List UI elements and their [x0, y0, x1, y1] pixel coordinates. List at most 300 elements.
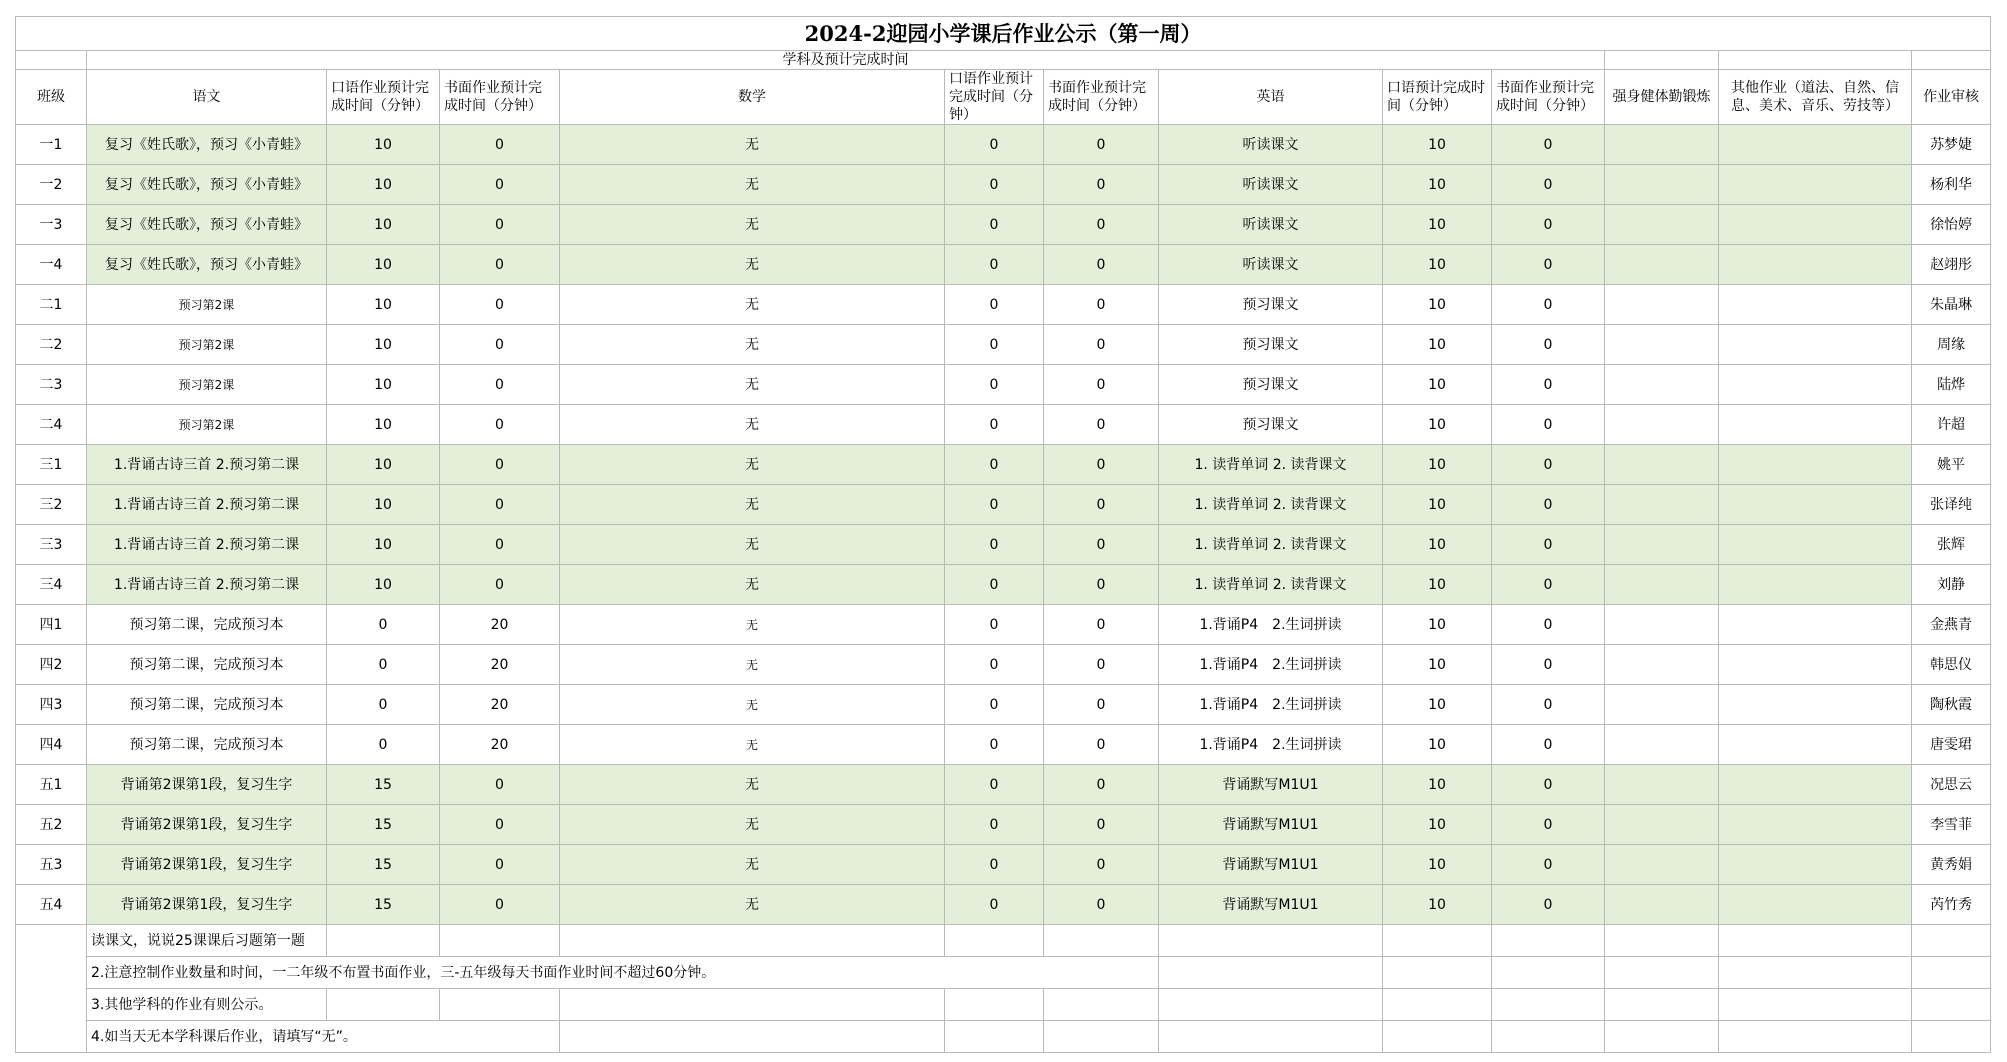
cell-english-oral-time[interactable]: 10 — [1383, 405, 1492, 445]
cell-other[interactable] — [1719, 725, 1912, 765]
note-text[interactable]: 读课文，说说25课课后习题第一题 — [87, 925, 327, 957]
cell-other[interactable] — [1719, 765, 1912, 805]
cell-chinese-written-time[interactable]: 0 — [440, 485, 560, 525]
cell-pe[interactable] — [1605, 645, 1719, 685]
cell-chinese-oral-time[interactable]: 10 — [327, 405, 440, 445]
cell-reviewer[interactable]: 徐怡婷 — [1912, 205, 1991, 245]
cell-pe[interactable] — [1605, 565, 1719, 605]
cell-math[interactable]: 无 — [560, 245, 945, 285]
cell-other[interactable] — [1719, 165, 1912, 205]
cell-english-oral-time[interactable]: 10 — [1383, 885, 1492, 925]
cell-english[interactable]: 背诵默写M1U1 — [1159, 765, 1383, 805]
sheet-title[interactable]: 2024-2迎园小学课后作业公示（第一周） — [16, 17, 1991, 51]
cell-reviewer[interactable]: 黄秀娟 — [1912, 845, 1991, 885]
cell-english-written-time[interactable]: 0 — [1492, 165, 1605, 205]
cell-class[interactable]: 二4 — [16, 405, 87, 445]
cell-math-written-time[interactable]: 0 — [1044, 765, 1159, 805]
cell-chinese-oral-time[interactable]: 0 — [327, 605, 440, 645]
cell-math-oral-time[interactable]: 0 — [945, 365, 1044, 405]
cell-chinese-oral-time[interactable]: 10 — [327, 485, 440, 525]
cell-other[interactable] — [1719, 285, 1912, 325]
cell-english-oral-time[interactable]: 10 — [1383, 245, 1492, 285]
cell-chinese[interactable]: 1.背诵古诗三首 2.预习第二课 — [87, 525, 327, 565]
cell-english-written-time[interactable]: 0 — [1492, 685, 1605, 725]
empty-cell[interactable] — [1719, 989, 1912, 1021]
header-pe[interactable]: 强身健体勤锻炼 — [1605, 70, 1719, 125]
cell-reviewer[interactable]: 张译纯 — [1912, 485, 1991, 525]
cell-reviewer[interactable]: 许超 — [1912, 405, 1991, 445]
cell-chinese-oral-time[interactable]: 10 — [327, 125, 440, 165]
cell-chinese[interactable]: 预习第二课，完成预习本 — [87, 725, 327, 765]
cell-class[interactable]: 三4 — [16, 565, 87, 605]
cell-english[interactable]: 背诵默写M1U1 — [1159, 845, 1383, 885]
cell-reviewer[interactable]: 张辉 — [1912, 525, 1991, 565]
cell-other[interactable] — [1719, 125, 1912, 165]
cell-english-oral-time[interactable]: 10 — [1383, 205, 1492, 245]
cell-other[interactable] — [1719, 485, 1912, 525]
cell-math[interactable]: 无 — [560, 285, 945, 325]
empty-cell[interactable] — [327, 989, 440, 1021]
cell-math-oral-time[interactable]: 0 — [945, 285, 1044, 325]
empty-cell[interactable] — [1159, 957, 1383, 989]
cell-chinese-oral-time[interactable]: 10 — [327, 445, 440, 485]
cell-math-oral-time[interactable]: 0 — [945, 125, 1044, 165]
cell-chinese[interactable]: 背诵第2课第1段，复习生字 — [87, 845, 327, 885]
cell-other[interactable] — [1719, 885, 1912, 925]
cell-math-written-time[interactable]: 0 — [1044, 245, 1159, 285]
cell-english-written-time[interactable]: 0 — [1492, 485, 1605, 525]
cell-reviewer[interactable]: 杨利华 — [1912, 165, 1991, 205]
cell-chinese-written-time[interactable]: 20 — [440, 685, 560, 725]
cell-english-written-time[interactable]: 0 — [1492, 445, 1605, 485]
empty-cell[interactable] — [1912, 1021, 1991, 1053]
cell-english[interactable]: 听读课文 — [1159, 165, 1383, 205]
header-class[interactable]: 班级 — [16, 70, 87, 125]
cell-english-written-time[interactable]: 0 — [1492, 285, 1605, 325]
cell-math-written-time[interactable]: 0 — [1044, 325, 1159, 365]
cell-chinese-written-time[interactable]: 0 — [440, 405, 560, 445]
cell-english-written-time[interactable]: 0 — [1492, 645, 1605, 685]
cell-math[interactable]: 无 — [560, 125, 945, 165]
header-english[interactable]: 英语 — [1159, 70, 1383, 125]
cell-math-oral-time[interactable]: 0 — [945, 725, 1044, 765]
cell-chinese-oral-time[interactable]: 10 — [327, 245, 440, 285]
cell-chinese-oral-time[interactable]: 0 — [327, 645, 440, 685]
cell-class[interactable]: 二3 — [16, 365, 87, 405]
cell-math-written-time[interactable]: 0 — [1044, 125, 1159, 165]
cell-pe[interactable] — [1605, 485, 1719, 525]
cell-class[interactable]: 五1 — [16, 765, 87, 805]
cell-chinese[interactable]: 背诵第2课第1段，复习生字 — [87, 805, 327, 845]
cell-other[interactable] — [1719, 245, 1912, 285]
empty-cell[interactable] — [1719, 1021, 1912, 1053]
cell-chinese-oral-time[interactable]: 10 — [327, 525, 440, 565]
cell-chinese-written-time[interactable]: 0 — [440, 205, 560, 245]
empty-cell[interactable] — [1044, 989, 1159, 1021]
cell-chinese[interactable]: 复习《姓氏歌》，预习《小青蛙》 — [87, 125, 327, 165]
cell-class[interactable]: 二1 — [16, 285, 87, 325]
cell-reviewer[interactable]: 朱晶琳 — [1912, 285, 1991, 325]
cell-pe[interactable] — [1605, 725, 1719, 765]
cell-other[interactable] — [1719, 805, 1912, 845]
cell-english-written-time[interactable]: 0 — [1492, 805, 1605, 845]
header-oral-time-2[interactable]: 口语作业预计完成时间（分钟） — [945, 70, 1044, 125]
cell-math-oral-time[interactable]: 0 — [945, 765, 1044, 805]
cell-class[interactable]: 一3 — [16, 205, 87, 245]
empty-cell[interactable] — [1912, 925, 1991, 957]
header-written-time-2[interactable]: 书面作业预计完成时间（分钟） — [1044, 70, 1159, 125]
cell-math-written-time[interactable]: 0 — [1044, 645, 1159, 685]
cell-other[interactable] — [1719, 325, 1912, 365]
cell-math-written-time[interactable]: 0 — [1044, 685, 1159, 725]
cell-chinese[interactable]: 预习第2课 — [87, 285, 327, 325]
empty-cell[interactable] — [945, 925, 1044, 957]
empty-cell[interactable] — [1912, 989, 1991, 1021]
cell-chinese-oral-time[interactable]: 0 — [327, 685, 440, 725]
empty-cell[interactable] — [560, 1021, 945, 1053]
cell-english-written-time[interactable]: 0 — [1492, 845, 1605, 885]
cell-chinese[interactable]: 预习第二课，完成预习本 — [87, 645, 327, 685]
empty-cell[interactable] — [560, 925, 945, 957]
cell-math-written-time[interactable]: 0 — [1044, 165, 1159, 205]
cell-math[interactable]: 无 — [560, 445, 945, 485]
cell-class[interactable]: 四3 — [16, 685, 87, 725]
cell-english-oral-time[interactable]: 10 — [1383, 525, 1492, 565]
cell-reviewer[interactable]: 陆烨 — [1912, 365, 1991, 405]
cell-math[interactable]: 无 — [560, 805, 945, 845]
empty-cell[interactable] — [1492, 1021, 1605, 1053]
cell-chinese-oral-time[interactable]: 15 — [327, 805, 440, 845]
cell-chinese-written-time[interactable]: 0 — [440, 765, 560, 805]
cell-english[interactable]: 1.背诵P4 2.生词拼读 — [1159, 645, 1383, 685]
cell-math[interactable]: 无 — [560, 165, 945, 205]
cell-chinese[interactable]: 背诵第2课第1段，复习生字 — [87, 885, 327, 925]
cell-math[interactable]: 无 — [560, 525, 945, 565]
cell-math-written-time[interactable]: 0 — [1044, 285, 1159, 325]
cell-reviewer[interactable]: 苏梦婕 — [1912, 125, 1991, 165]
cell-math-written-time[interactable]: 0 — [1044, 405, 1159, 445]
cell-class[interactable]: 四4 — [16, 725, 87, 765]
cell-class[interactable]: 五4 — [16, 885, 87, 925]
cell-english-oral-time[interactable]: 10 — [1383, 645, 1492, 685]
empty-cell[interactable] — [1044, 1021, 1159, 1053]
cell-english[interactable]: 听读课文 — [1159, 205, 1383, 245]
empty-cell[interactable] — [1044, 925, 1159, 957]
empty-cell[interactable] — [1159, 925, 1383, 957]
cell-class[interactable]: 五2 — [16, 805, 87, 845]
cell-class[interactable]: 一4 — [16, 245, 87, 285]
cell-math-written-time[interactable]: 0 — [1044, 845, 1159, 885]
empty-cell[interactable] — [1383, 925, 1492, 957]
cell-english-written-time[interactable]: 0 — [1492, 565, 1605, 605]
header-reviewer[interactable]: 作业审核 — [1912, 70, 1991, 125]
cell-math-oral-time[interactable]: 0 — [945, 405, 1044, 445]
cell-other[interactable] — [1719, 405, 1912, 445]
cell-other[interactable] — [1719, 685, 1912, 725]
empty-cell[interactable] — [945, 989, 1044, 1021]
cell-english[interactable]: 预习课文 — [1159, 285, 1383, 325]
cell-chinese-oral-time[interactable]: 0 — [327, 725, 440, 765]
cell-english-written-time[interactable]: 0 — [1492, 605, 1605, 645]
cell-math[interactable]: 无 — [560, 405, 945, 445]
cell-pe[interactable] — [1605, 445, 1719, 485]
cell-english-oral-time[interactable]: 10 — [1383, 605, 1492, 645]
cell-english-written-time[interactable]: 0 — [1492, 245, 1605, 285]
empty-cell[interactable] — [1912, 957, 1991, 989]
cell-class[interactable]: 二2 — [16, 325, 87, 365]
empty-cell[interactable] — [1605, 925, 1719, 957]
header-oral-time-1[interactable]: 口语作业预计完成时间（分钟） — [327, 70, 440, 125]
cell-math-oral-time[interactable]: 0 — [945, 485, 1044, 525]
cell-english[interactable]: 预习课文 — [1159, 405, 1383, 445]
cell-class[interactable]: 三2 — [16, 485, 87, 525]
cell-math-oral-time[interactable]: 0 — [945, 245, 1044, 285]
cell-chinese-oral-time[interactable]: 10 — [327, 205, 440, 245]
cell-math-written-time[interactable]: 0 — [1044, 565, 1159, 605]
empty-cell[interactable] — [1492, 925, 1605, 957]
cell-math[interactable]: 无 — [560, 725, 945, 765]
cell-math[interactable]: 无 — [560, 645, 945, 685]
cell-other[interactable] — [1719, 365, 1912, 405]
header-oral-time-3[interactable]: 口语预计完成时间（分钟） — [1383, 70, 1492, 125]
cell-chinese[interactable]: 预习第2课 — [87, 365, 327, 405]
header-math[interactable]: 数学 — [560, 70, 945, 125]
cell-english-written-time[interactable]: 0 — [1492, 765, 1605, 805]
header-written-time-1[interactable]: 书面作业预计完成时间（分钟） — [440, 70, 560, 125]
header-chinese[interactable]: 语文 — [87, 70, 327, 125]
cell-english[interactable]: 1. 读背单词 2. 读背课文 — [1159, 525, 1383, 565]
cell-chinese-oral-time[interactable]: 15 — [327, 765, 440, 805]
header-other[interactable]: 其他作业（道法、自然、信息、美术、音乐、劳技等） — [1719, 70, 1912, 125]
cell-english-oral-time[interactable]: 10 — [1383, 805, 1492, 845]
cell-math-oral-time[interactable]: 0 — [945, 445, 1044, 485]
sheet-subtitle[interactable]: 学科及预计完成时间 — [87, 51, 1605, 70]
cell-english-oral-time[interactable]: 10 — [1383, 485, 1492, 525]
empty-cell[interactable] — [1383, 957, 1492, 989]
empty-cell[interactable] — [1159, 1021, 1383, 1053]
cell-reviewer[interactable]: 陶秋霞 — [1912, 685, 1991, 725]
cell-other[interactable] — [1719, 645, 1912, 685]
empty-cell[interactable] — [1719, 925, 1912, 957]
cell-english[interactable]: 1.背诵P4 2.生词拼读 — [1159, 685, 1383, 725]
cell-english-oral-time[interactable]: 10 — [1383, 565, 1492, 605]
cell-math-oral-time[interactable]: 0 — [945, 605, 1044, 645]
cell-reviewer[interactable]: 韩思仪 — [1912, 645, 1991, 685]
cell-english[interactable]: 1.背诵P4 2.生词拼读 — [1159, 605, 1383, 645]
cell-chinese-written-time[interactable]: 0 — [440, 565, 560, 605]
cell-english-written-time[interactable]: 0 — [1492, 525, 1605, 565]
cell-english-oral-time[interactable]: 10 — [1383, 165, 1492, 205]
cell-math-oral-time[interactable]: 0 — [945, 165, 1044, 205]
cell-math-oral-time[interactable]: 0 — [945, 685, 1044, 725]
cell-chinese-oral-time[interactable]: 10 — [327, 285, 440, 325]
empty-cell[interactable] — [560, 989, 945, 1021]
cell-chinese-written-time[interactable]: 0 — [440, 245, 560, 285]
cell-reviewer[interactable]: 金燕青 — [1912, 605, 1991, 645]
cell-reviewer[interactable]: 唐雯珺 — [1912, 725, 1991, 765]
cell-math[interactable]: 无 — [560, 325, 945, 365]
cell-english[interactable]: 背诵默写M1U1 — [1159, 805, 1383, 845]
cell-pe[interactable] — [1605, 125, 1719, 165]
empty-cell[interactable] — [1605, 989, 1719, 1021]
cell-pe[interactable] — [1605, 365, 1719, 405]
cell-reviewer[interactable]: 刘静 — [1912, 565, 1991, 605]
cell-chinese-oral-time[interactable]: 10 — [327, 565, 440, 605]
cell-english[interactable]: 1. 读背单词 2. 读背课文 — [1159, 565, 1383, 605]
cell-english[interactable]: 预习课文 — [1159, 365, 1383, 405]
cell-math[interactable]: 无 — [560, 485, 945, 525]
cell-chinese-oral-time[interactable]: 10 — [327, 165, 440, 205]
cell-english-oral-time[interactable]: 10 — [1383, 325, 1492, 365]
cell-english[interactable]: 背诵默写M1U1 — [1159, 885, 1383, 925]
empty-cell[interactable] — [1383, 1021, 1492, 1053]
cell-pe[interactable] — [1605, 845, 1719, 885]
cell-reviewer[interactable]: 赵翊彤 — [1912, 245, 1991, 285]
cell-english-written-time[interactable]: 0 — [1492, 365, 1605, 405]
cell-math-oral-time[interactable]: 0 — [945, 885, 1044, 925]
cell-math[interactable]: 无 — [560, 205, 945, 245]
cell-chinese[interactable]: 复习《姓氏歌》，预习《小青蛙》 — [87, 245, 327, 285]
cell-english[interactable]: 预习课文 — [1159, 325, 1383, 365]
cell-reviewer[interactable]: 芮竹秀 — [1912, 885, 1991, 925]
cell-math-written-time[interactable]: 0 — [1044, 725, 1159, 765]
cell-reviewer[interactable]: 李雪菲 — [1912, 805, 1991, 845]
cell-class[interactable]: 四2 — [16, 645, 87, 685]
cell-math-oral-time[interactable]: 0 — [945, 645, 1044, 685]
cell-class[interactable]: 五3 — [16, 845, 87, 885]
note-text[interactable]: 4.如当天无本学科课后作业，请填写“无”。 — [87, 1021, 560, 1053]
cell-chinese-written-time[interactable]: 0 — [440, 805, 560, 845]
cell-chinese[interactable]: 1.背诵古诗三首 2.预习第二课 — [87, 445, 327, 485]
cell-chinese-oral-time[interactable]: 10 — [327, 325, 440, 365]
header-written-time-3[interactable]: 书面作业预计完成时间（分钟） — [1492, 70, 1605, 125]
notes-label-cell[interactable] — [16, 925, 87, 1053]
cell-chinese[interactable]: 复习《姓氏歌》，预习《小青蛙》 — [87, 165, 327, 205]
cell-math-oral-time[interactable]: 0 — [945, 845, 1044, 885]
cell-math[interactable]: 无 — [560, 685, 945, 725]
cell-english-oral-time[interactable]: 10 — [1383, 125, 1492, 165]
cell-math-written-time[interactable]: 0 — [1044, 885, 1159, 925]
cell-english[interactable]: 1. 读背单词 2. 读背课文 — [1159, 485, 1383, 525]
cell-english-oral-time[interactable]: 10 — [1383, 725, 1492, 765]
cell-math-oral-time[interactable]: 0 — [945, 805, 1044, 845]
cell-math-written-time[interactable]: 0 — [1044, 525, 1159, 565]
cell-other[interactable] — [1719, 605, 1912, 645]
cell-pe[interactable] — [1605, 805, 1719, 845]
cell-english-written-time[interactable]: 0 — [1492, 885, 1605, 925]
cell-english[interactable]: 听读课文 — [1159, 245, 1383, 285]
empty-cell[interactable] — [1605, 1021, 1719, 1053]
cell-math-written-time[interactable]: 0 — [1044, 805, 1159, 845]
cell-chinese-written-time[interactable]: 20 — [440, 605, 560, 645]
cell-math[interactable]: 无 — [560, 365, 945, 405]
cell-pe[interactable] — [1605, 325, 1719, 365]
cell-english-oral-time[interactable]: 10 — [1383, 285, 1492, 325]
cell-class[interactable]: 一2 — [16, 165, 87, 205]
cell-other[interactable] — [1719, 205, 1912, 245]
cell-english-oral-time[interactable]: 10 — [1383, 765, 1492, 805]
cell-math-oral-time[interactable]: 0 — [945, 565, 1044, 605]
cell-chinese-written-time[interactable]: 20 — [440, 725, 560, 765]
empty-cell[interactable] — [1159, 989, 1383, 1021]
cell-chinese[interactable]: 预习第二课，完成预习本 — [87, 605, 327, 645]
cell-pe[interactable] — [1605, 765, 1719, 805]
cell-reviewer[interactable]: 况思云 — [1912, 765, 1991, 805]
cell-english[interactable]: 1.背诵P4 2.生词拼读 — [1159, 725, 1383, 765]
cell-chinese[interactable]: 背诵第2课第1段，复习生字 — [87, 765, 327, 805]
cell-english-written-time[interactable]: 0 — [1492, 325, 1605, 365]
cell-math-written-time[interactable]: 0 — [1044, 605, 1159, 645]
cell-english[interactable]: 1. 读背单词 2. 读背课文 — [1159, 445, 1383, 485]
cell-class[interactable]: 一1 — [16, 125, 87, 165]
cell-chinese-written-time[interactable]: 0 — [440, 125, 560, 165]
cell-chinese-written-time[interactable]: 0 — [440, 165, 560, 205]
note-text[interactable]: 2.注意控制作业数量和时间，一二年级不布置书面作业，三-五年级每天书面作业时间不超过60分钟。 — [87, 957, 1159, 989]
cell-pe[interactable] — [1605, 205, 1719, 245]
cell-chinese[interactable]: 1.背诵古诗三首 2.预习第二课 — [87, 485, 327, 525]
cell-english-written-time[interactable]: 0 — [1492, 725, 1605, 765]
empty-cell[interactable] — [1383, 989, 1492, 1021]
cell-pe[interactable] — [1605, 165, 1719, 205]
cell-chinese-written-time[interactable]: 0 — [440, 445, 560, 485]
cell-pe[interactable] — [1605, 685, 1719, 725]
cell-english-oral-time[interactable]: 10 — [1383, 845, 1492, 885]
cell-math-oral-time[interactable]: 0 — [945, 325, 1044, 365]
cell-chinese-written-time[interactable]: 0 — [440, 525, 560, 565]
cell-pe[interactable] — [1605, 885, 1719, 925]
cell-pe[interactable] — [1605, 245, 1719, 285]
cell-english-written-time[interactable]: 0 — [1492, 125, 1605, 165]
cell-english-oral-time[interactable]: 10 — [1383, 445, 1492, 485]
cell-math-written-time[interactable]: 0 — [1044, 445, 1159, 485]
cell-english-written-time[interactable]: 0 — [1492, 205, 1605, 245]
empty-cell[interactable] — [327, 925, 440, 957]
cell-pe[interactable] — [1605, 285, 1719, 325]
cell-chinese-written-time[interactable]: 0 — [440, 845, 560, 885]
cell-math[interactable]: 无 — [560, 845, 945, 885]
cell-english-written-time[interactable]: 0 — [1492, 405, 1605, 445]
cell-chinese-oral-time[interactable]: 15 — [327, 885, 440, 925]
cell-chinese-written-time[interactable]: 0 — [440, 365, 560, 405]
cell-chinese-written-time[interactable]: 20 — [440, 645, 560, 685]
cell-other[interactable] — [1719, 445, 1912, 485]
empty-cell[interactable] — [1492, 989, 1605, 1021]
empty-cell[interactable] — [440, 989, 560, 1021]
empty-cell[interactable] — [1719, 957, 1912, 989]
cell-math[interactable]: 无 — [560, 605, 945, 645]
cell-class[interactable]: 四1 — [16, 605, 87, 645]
cell-english[interactable]: 听读课文 — [1159, 125, 1383, 165]
cell-pe[interactable] — [1605, 405, 1719, 445]
cell-class[interactable]: 三1 — [16, 445, 87, 485]
cell-reviewer[interactable]: 姚平 — [1912, 445, 1991, 485]
empty-cell[interactable] — [1605, 957, 1719, 989]
cell-chinese-written-time[interactable]: 0 — [440, 885, 560, 925]
empty-cell[interactable] — [1492, 957, 1605, 989]
cell-math[interactable]: 无 — [560, 565, 945, 605]
cell-chinese[interactable]: 预习第二课，完成预习本 — [87, 685, 327, 725]
cell-math-written-time[interactable]: 0 — [1044, 365, 1159, 405]
cell-pe[interactable] — [1605, 605, 1719, 645]
cell-math[interactable]: 无 — [560, 885, 945, 925]
cell-chinese-oral-time[interactable]: 10 — [327, 365, 440, 405]
cell-other[interactable] — [1719, 525, 1912, 565]
cell-chinese[interactable]: 复习《姓氏歌》，预习《小青蛙》 — [87, 205, 327, 245]
cell-math-written-time[interactable]: 0 — [1044, 205, 1159, 245]
empty-cell[interactable] — [440, 925, 560, 957]
cell-other[interactable] — [1719, 845, 1912, 885]
cell-chinese-oral-time[interactable]: 15 — [327, 845, 440, 885]
